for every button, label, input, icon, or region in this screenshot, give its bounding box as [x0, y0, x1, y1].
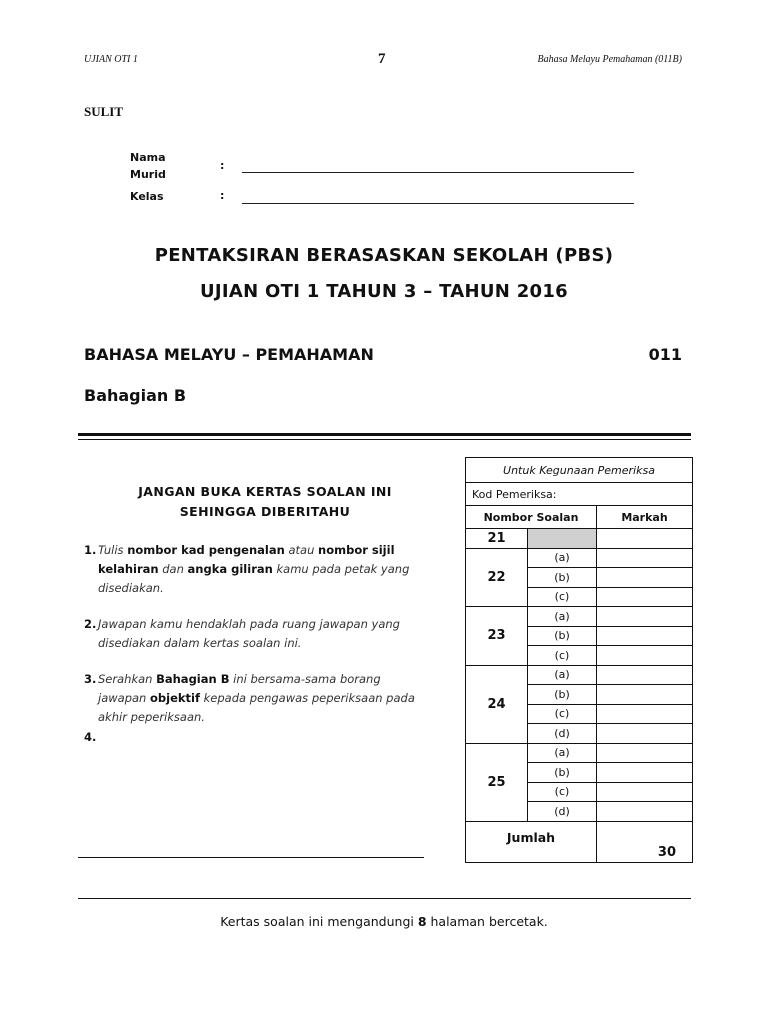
name-field[interactable] — [242, 172, 634, 173]
total-label: Jumlah — [466, 821, 597, 862]
sub-label: (c) — [528, 782, 597, 802]
sub-label: (b) — [528, 685, 597, 705]
instruction-1-number: 1. — [84, 543, 97, 557]
header-left: UJIAN OTI 1 — [84, 54, 138, 65]
class-field[interactable] — [242, 203, 634, 204]
divider-thin — [78, 439, 691, 440]
title-line1: PENTAKSIRAN BERASASKAN SEKOLAH (PBS) — [154, 245, 614, 266]
i1-d: nombor sijil kelahiran — [98, 543, 395, 576]
question-22: 22 — [466, 548, 528, 607]
subject-title: BAHASA MELAYU – PEMAHAMAN — [84, 345, 374, 364]
shaded-cell — [528, 529, 597, 549]
class-label: Kelas — [130, 190, 164, 203]
i1-f: angka giliran — [187, 562, 273, 576]
question-23: 23 — [466, 607, 528, 666]
sub-label: (b) — [528, 568, 597, 588]
question-21: 21 — [466, 529, 528, 549]
instruction-2 — [84, 615, 420, 653]
sub-label: (c) — [528, 587, 597, 607]
column-question-header: Nombor Soalan — [466, 506, 597, 529]
sub-label: (b) — [528, 626, 597, 646]
i3-d: objektif — [150, 691, 200, 705]
question-24: 24 — [466, 665, 528, 743]
instruction-4-number: 4. — [84, 730, 97, 744]
section-title: Bahagian B — [84, 386, 187, 405]
class-colon: : — [220, 189, 225, 202]
sulit-label: SULIT — [84, 104, 124, 119]
footer-pre: Kertas soalan ini mengandungi — [220, 914, 418, 929]
total-value: 30 — [597, 821, 693, 862]
left-bottom-rule — [78, 857, 424, 858]
mark-cell[interactable] — [597, 782, 693, 802]
question-25: 25 — [466, 743, 528, 821]
header-right: Bahasa Melayu Pemahaman (011B) — [537, 54, 682, 65]
sub-label: (d) — [528, 802, 597, 822]
i3-b: Bahagian B — [156, 672, 230, 686]
i1-e: dan — [158, 562, 188, 576]
examiner-marks-table — [465, 457, 693, 863]
instruction-2-number: 2. — [84, 617, 97, 631]
mark-cell[interactable] — [597, 724, 693, 744]
instruction-3-number: 3. — [84, 672, 97, 686]
name-label-line2: Murid — [130, 168, 166, 181]
title-line2: UJIAN OTI 1 TAHUN 3 – TAHUN 2016 — [199, 281, 568, 302]
mark-cell[interactable] — [597, 685, 693, 705]
name-label-line1: Nama — [130, 151, 166, 164]
name-label — [130, 149, 166, 183]
sub-label: (c) — [528, 704, 597, 724]
mark-cell[interactable] — [597, 646, 693, 666]
instruction-2-text: Jawapan kamu hendaklah pada ruang jawapan yang disediakan dalam kertas soalan ini. — [98, 617, 400, 650]
i3-a: Serahkan — [98, 672, 157, 686]
mark-cell[interactable] — [597, 568, 693, 588]
warning-notice — [90, 482, 440, 522]
i1-b: nombor kad pengenalan — [127, 543, 285, 557]
footer-post: halaman bercetak. — [426, 914, 548, 929]
column-marks-header: Markah — [597, 506, 693, 529]
divider-thick — [78, 433, 691, 436]
i1-g: kamu pada petak yang disediakan. — [98, 562, 410, 595]
footer-pages: 8 — [417, 914, 427, 929]
warning-line2: SEHINGGA DIBERITAHU — [179, 504, 351, 519]
sub-label: (a) — [528, 743, 597, 763]
mark-cell[interactable] — [597, 704, 693, 724]
page-number: 7 — [378, 51, 386, 67]
warning-line1: JANGAN BUKA KERTAS SOALAN INI — [138, 484, 392, 499]
mark-cell[interactable] — [597, 743, 693, 763]
mark-cell[interactable] — [597, 626, 693, 646]
i3-e: kepada pengawas peperiksaan pada akhir peperiksaan. — [98, 691, 415, 724]
sub-label: (a) — [528, 665, 597, 685]
i3-c: ini bersama-sama borang jawapan — [98, 672, 381, 705]
mark-cell[interactable] — [597, 587, 693, 607]
subject-code: 011 — [648, 345, 682, 364]
sub-label: (c) — [528, 646, 597, 666]
sub-label: (b) — [528, 763, 597, 783]
instruction-1 — [84, 541, 420, 598]
mark-cell[interactable] — [597, 802, 693, 822]
i1-c: atau — [284, 543, 319, 557]
examiner-code-cell[interactable]: Kod Pemeriksa: — [466, 483, 693, 506]
name-colon: : — [220, 159, 225, 172]
sub-label: (d) — [528, 724, 597, 744]
mark-cell[interactable] — [597, 607, 693, 627]
footer-text — [0, 914, 768, 929]
i1-a: Tulis — [98, 543, 128, 557]
footer-rule — [78, 898, 691, 899]
mark-cell[interactable] — [597, 548, 693, 568]
mark-cell[interactable] — [597, 665, 693, 685]
sub-label: (a) — [528, 548, 597, 568]
instruction-3 — [84, 670, 420, 727]
mark-cell-21[interactable] — [597, 529, 693, 549]
examiner-table-title: Untuk Kegunaan Pemeriksa — [466, 458, 693, 483]
sub-label: (a) — [528, 607, 597, 627]
mark-cell[interactable] — [597, 763, 693, 783]
